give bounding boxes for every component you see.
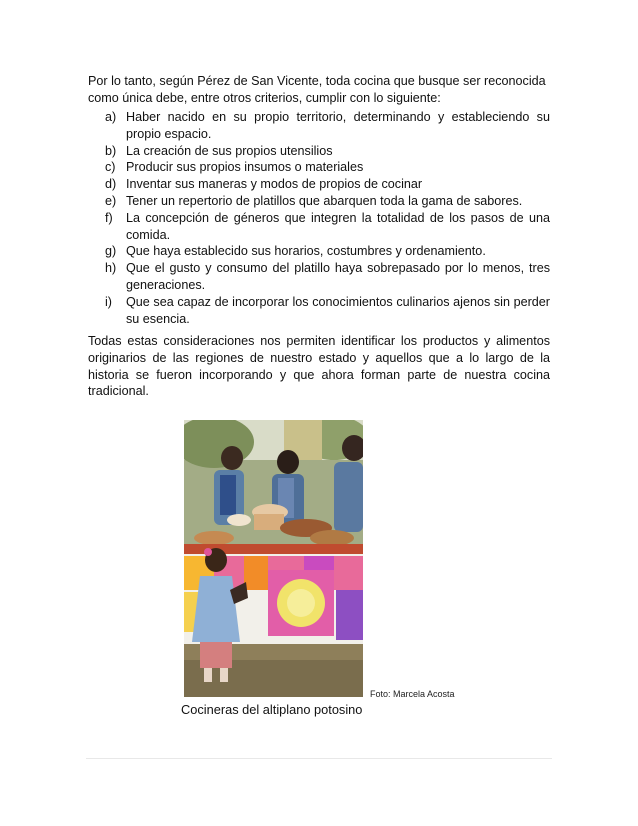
criteria-marker: c) (105, 160, 116, 175)
criteria-text: Inventar sus maneras y modos de propios de cocinar (126, 177, 423, 192)
criteria-text: Que el gusto y consumo del platillo haya sobrepasado por lo menos, tres generaciones. (126, 261, 550, 292)
criteria-marker: a) (105, 110, 117, 124)
criteria-item (88, 243, 550, 260)
criteria-item (88, 159, 550, 176)
criteria-item (88, 260, 550, 294)
criteria-text: Producir sus propios insumos o materiales (126, 160, 364, 175)
criteria-marker: h) (105, 261, 117, 276)
criteria-marker: i) (105, 294, 112, 309)
criteria-item (88, 193, 550, 210)
footer-divider (86, 758, 552, 759)
criteria-text: Tener un repertorio de platillos que abarquen toda la gama de sabores. (126, 193, 523, 208)
criteria-list (88, 109, 550, 327)
intro-paragraph: Por lo tanto, según Pérez de San Vicente, toda cocina que busque ser reconocida como única debe, entre otros criterios, cumplir con lo siguiente: (88, 74, 546, 105)
criteria-item (88, 210, 550, 244)
criteria-item (88, 294, 550, 328)
criteria-item (88, 143, 550, 160)
criteria-item (88, 109, 550, 143)
criteria-marker: f) (105, 210, 113, 225)
photo-credit: Foto: Marcela Acosta (370, 689, 455, 699)
criteria-text: Haber nacido en su propio territorio, determinando y estableciendo su propio espacio. (126, 110, 550, 141)
criteria-marker: g) (105, 244, 117, 259)
criteria-marker: d) (105, 177, 117, 192)
criteria-item (88, 176, 550, 193)
criteria-text: Que sea capaz de incorporar los conocimientos culinarios ajenos sin perder su esencia. (126, 294, 550, 326)
cooks-photo (184, 420, 363, 697)
closing-paragraph: Todas estas consideraciones nos permiten identificar los productos y alimentos originarios de las regiones de nuestro estado y aquellos que a lo largo de la historia se fueron incorporando y que ahora forman parte de nuestra cocina tradicional. (88, 334, 550, 399)
criteria-text: La creación de sus propios utensilios (126, 143, 333, 158)
criteria-marker: b) (105, 143, 117, 158)
criteria-text: Que haya establecido sus horarios, costumbres y ordenamiento. (126, 244, 486, 259)
figure-caption: Cocineras del altiplano potosino (181, 702, 363, 717)
criteria-text: La concepción de géneros que integren la totalidad de los pasos de una comida. (126, 210, 550, 242)
criteria-marker: e) (105, 193, 117, 208)
